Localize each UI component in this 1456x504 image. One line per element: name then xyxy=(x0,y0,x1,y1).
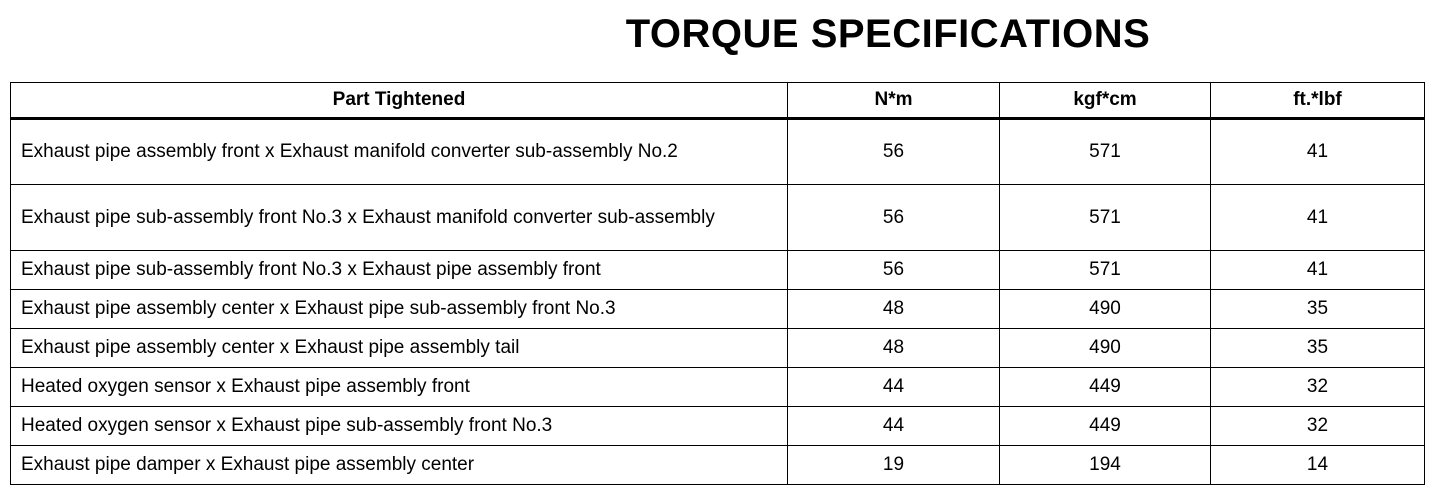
kgfcm-cell: 571 xyxy=(1000,185,1211,251)
table-row xyxy=(11,185,1425,251)
nm-cell: 56 xyxy=(788,251,1000,290)
column-header-nm: N*m xyxy=(788,83,1000,119)
nm-cell: 44 xyxy=(788,407,1000,446)
kgfcm-cell: 490 xyxy=(1000,329,1211,368)
nm-cell: 19 xyxy=(788,446,1000,485)
kgfcm-cell: 571 xyxy=(1000,251,1211,290)
nm-cell: 48 xyxy=(788,329,1000,368)
page-title: TORQUE SPECIFICATIONS xyxy=(625,12,1151,56)
nm-cell: 56 xyxy=(788,185,1000,251)
table-row xyxy=(11,290,1425,329)
ftlbf-cell: 35 xyxy=(1211,329,1425,368)
nm-cell: 56 xyxy=(788,119,1000,185)
nm-cell: 44 xyxy=(788,368,1000,407)
ftlbf-cell: 41 xyxy=(1211,185,1425,251)
part-cell: Heated oxygen sensor x Exhaust pipe assembly front xyxy=(11,368,788,407)
part-cell: Exhaust pipe assembly front x Exhaust manifold converter sub-assembly No.2 xyxy=(11,119,788,185)
kgfcm-cell: 194 xyxy=(1000,446,1211,485)
part-cell: Heated oxygen sensor x Exhaust pipe sub-assembly front No.3 xyxy=(11,407,788,446)
part-cell: Exhaust pipe assembly center x Exhaust pipe assembly tail xyxy=(11,329,788,368)
ftlbf-cell: 32 xyxy=(1211,368,1425,407)
table-row xyxy=(11,446,1425,485)
ftlbf-cell: 41 xyxy=(1211,119,1425,185)
kgfcm-cell: 449 xyxy=(1000,368,1211,407)
part-cell: Exhaust pipe assembly center x Exhaust pipe sub-assembly front No.3 xyxy=(11,290,788,329)
nm-cell: 48 xyxy=(788,290,1000,329)
table-row xyxy=(11,368,1425,407)
part-cell: Exhaust pipe sub-assembly front No.3 x Exhaust pipe assembly front xyxy=(11,251,788,290)
ftlbf-cell: 35 xyxy=(1211,290,1425,329)
kgfcm-cell: 571 xyxy=(1000,119,1211,185)
ftlbf-cell: 32 xyxy=(1211,407,1425,446)
part-cell: Exhaust pipe sub-assembly front No.3 x Exhaust manifold converter sub-assembly xyxy=(11,185,788,251)
part-cell: Exhaust pipe damper x Exhaust pipe assembly center xyxy=(11,446,788,485)
torque-spec-table xyxy=(10,82,1425,485)
ftlbf-cell: 41 xyxy=(1211,251,1425,290)
ftlbf-cell: 14 xyxy=(1211,446,1425,485)
table-row xyxy=(11,251,1425,290)
kgfcm-cell: 449 xyxy=(1000,407,1211,446)
column-header-part: Part Tightened xyxy=(11,83,788,119)
column-header-kgfcm: kgf*cm xyxy=(1000,83,1211,119)
table-row xyxy=(11,407,1425,446)
kgfcm-cell: 490 xyxy=(1000,290,1211,329)
table-header-row xyxy=(11,83,1425,119)
table-row xyxy=(11,119,1425,185)
column-header-ftlbf: ft.*lbf xyxy=(1211,83,1425,119)
table-row xyxy=(11,329,1425,368)
